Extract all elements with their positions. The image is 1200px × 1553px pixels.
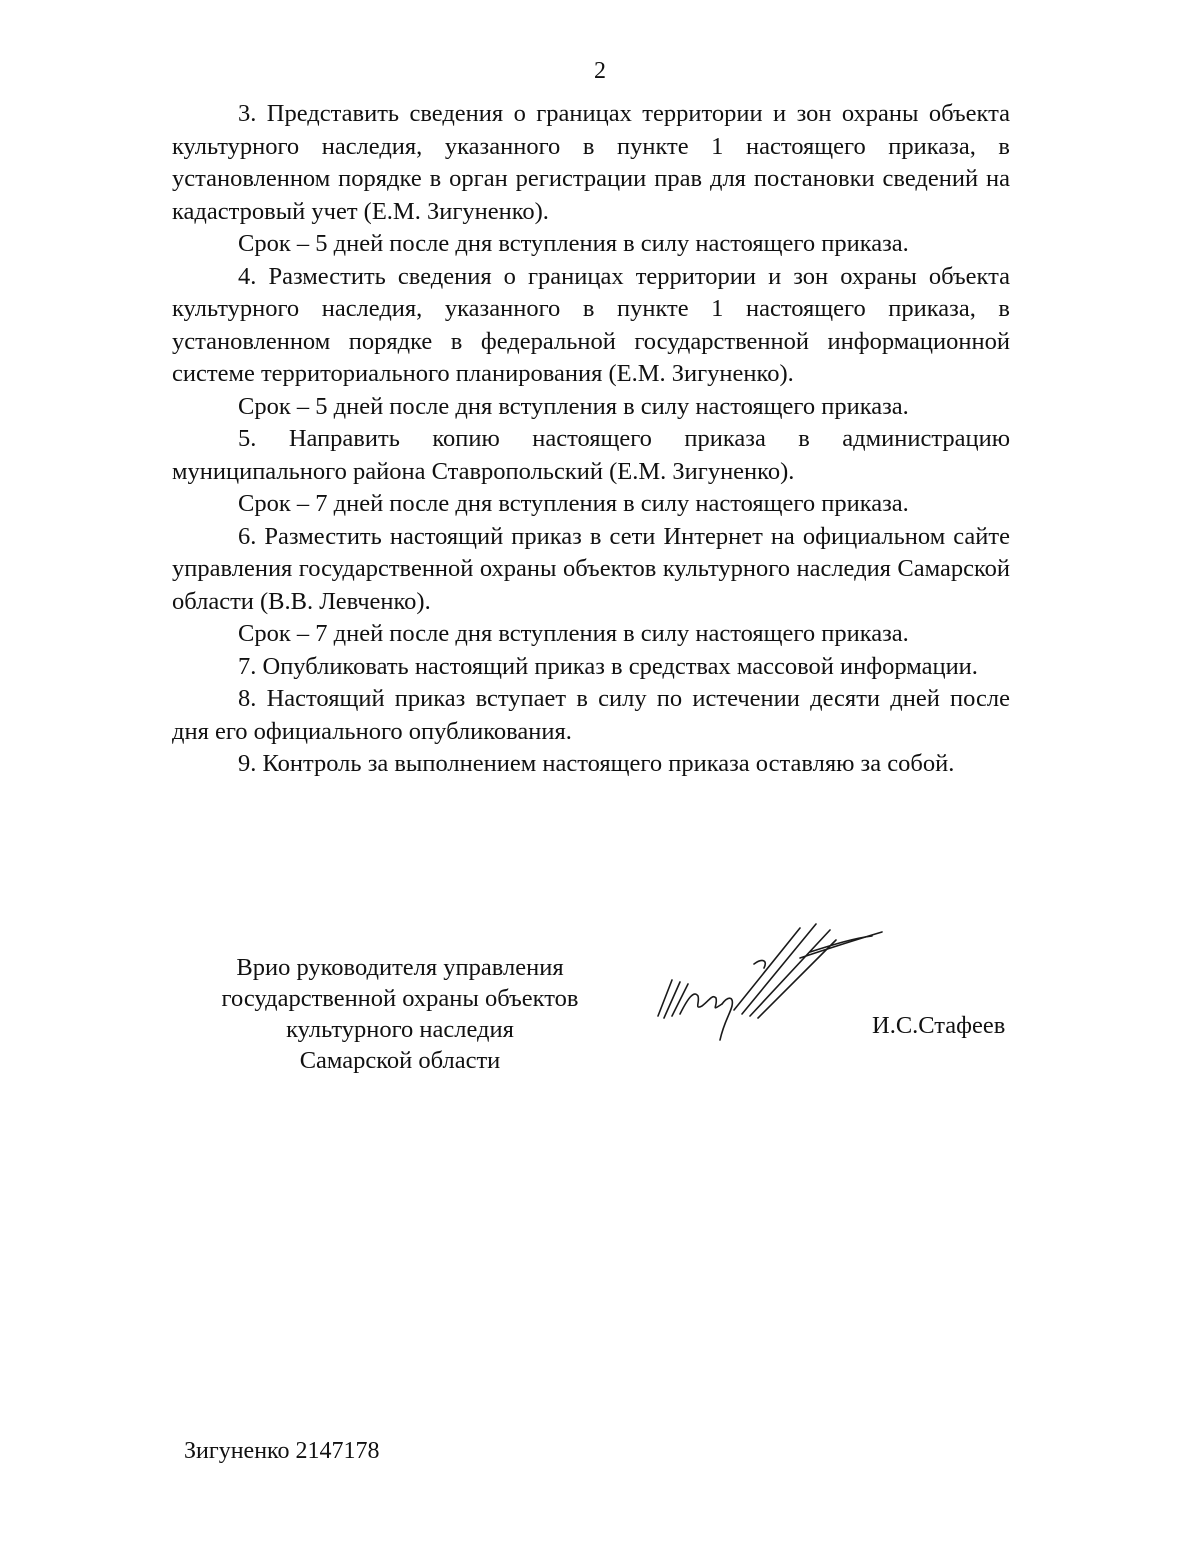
- signer-title-line: Врио руководителя управления: [236, 954, 564, 981]
- deadline-item-4: Срок – 5 дней после дня вступления в силу настоящего приказа.: [238, 392, 909, 420]
- signer-name: И.С.Стафеев: [872, 1012, 1006, 1039]
- body-text: [172, 98, 1010, 781]
- paragraph-item-8: 8. Настоящий приказ вступает в силу по истечении десяти дней после дня его официального опубликования.: [172, 685, 1010, 745]
- signer-title-line: государственной охраны объектов: [221, 985, 579, 1012]
- deadline-item-6: Срок – 7 дней после дня вступления в силу настоящего приказа.: [238, 620, 909, 647]
- paragraph-item-7: 7. Опубликовать настоящий приказ в средствах массовой информации.: [238, 652, 978, 680]
- paragraph-item-6: 6. Разместить настоящий приказ в сети Интернет на официальном сайте управления государственной охраны объектов культурного наследия Самарской области (В.В. Левченко).: [172, 522, 1010, 615]
- signer-title-line: культурного наследия: [286, 1016, 514, 1043]
- deadline-item-3: Срок – 5 дней после дня вступления в силу настоящего приказа.: [238, 230, 909, 257]
- executor-contact: Зигуненко 2147178: [184, 1438, 380, 1464]
- signer-title: [200, 952, 600, 1076]
- deadline-item-5: Срок – 7 дней после дня вступления в силу настоящего приказа.: [238, 490, 909, 517]
- paragraph-item-5: 5. Направить копию настоящего приказа в администрацию муниципального района Ставропольский (Е.М. Зигуненко).: [172, 425, 1010, 485]
- signer-title-line: Самарской области: [299, 1047, 501, 1074]
- handwritten-signature: [650, 918, 890, 1068]
- paragraph-item-3: 3. Представить сведения о границах территории и зон охраны объекта культурного наследия, указанного в пункте 1 настоящего приказа, в установленном порядке в орган регистрации прав для постановки сведений на кадастровый учет (Е.М. Зигуненко).: [172, 100, 1010, 225]
- paragraph-item-9: 9. Контроль за выполнением настоящего приказа оставляю за собой.: [238, 750, 955, 777]
- paragraph-item-4: 4. Разместить сведения о границах территории и зон охраны объекта культурного наследия, указанного в пункте 1 настоящего приказа, в установленном порядке в федеральной государственной информационной системе территориального планирования (Е.М. Зигуненко).: [172, 262, 1010, 387]
- page-number: 2: [594, 58, 606, 84]
